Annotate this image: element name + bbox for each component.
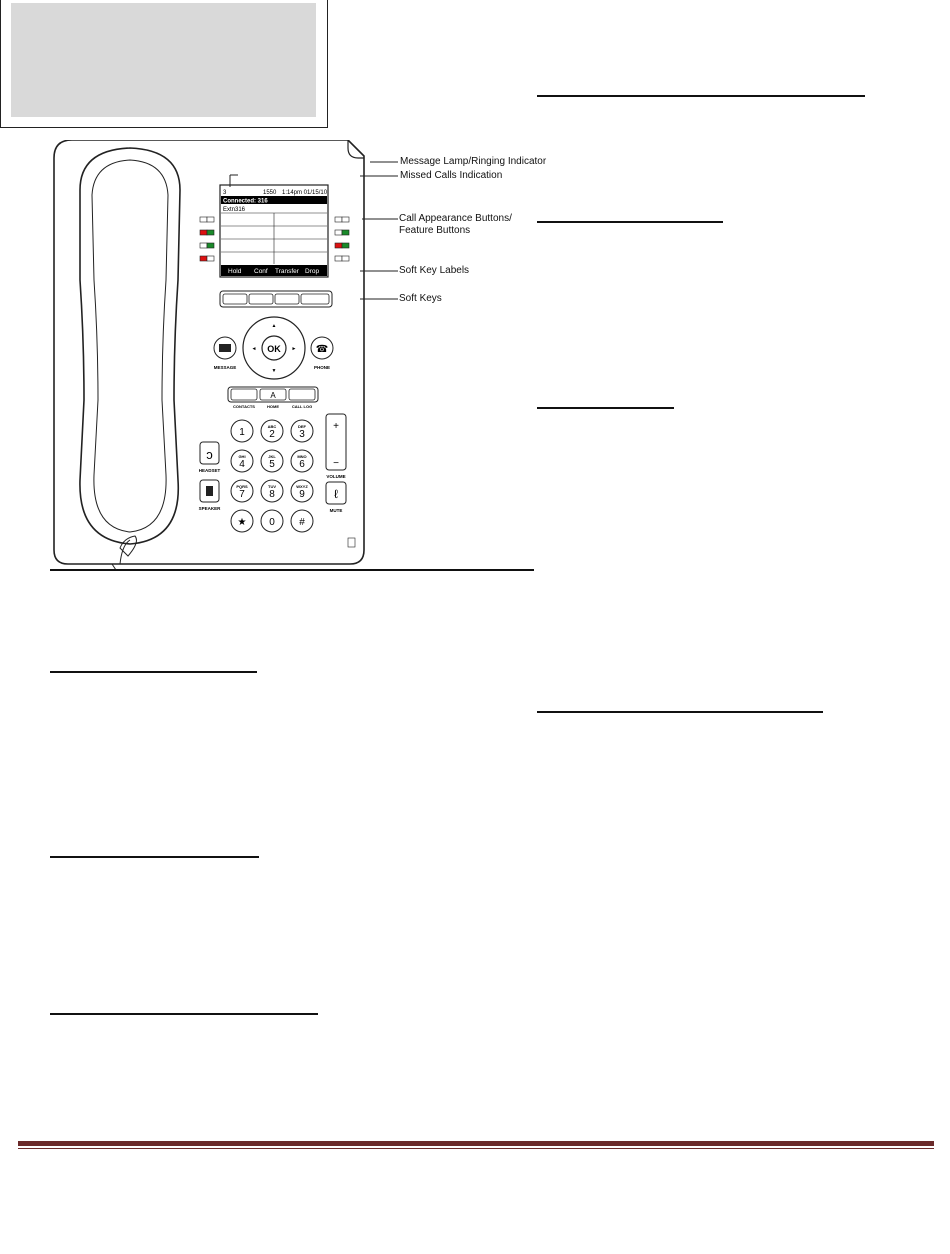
- dial-key-letters: JKL: [268, 454, 276, 459]
- dial-key-10[interactable]: [261, 510, 283, 532]
- dial-key-3[interactable]: [231, 450, 253, 472]
- right-heading-rule-3: [537, 407, 674, 409]
- svg-text:−: −: [333, 458, 339, 469]
- svg-text:VOLUME: VOLUME: [326, 474, 346, 479]
- contacts-home-calllog-buttons[interactable]: [228, 387, 318, 409]
- dial-key-11[interactable]: [291, 510, 313, 532]
- footer-rule-thin: [18, 1148, 934, 1149]
- right-heading-rule-4: [537, 711, 823, 713]
- callout-missed-calls: Missed Calls Indication: [400, 170, 503, 181]
- soft-keys[interactable]: [220, 291, 332, 307]
- phone-icon: ☎: [315, 344, 329, 355]
- dial-key-letters: ABC: [267, 424, 277, 429]
- headset-button[interactable]: [199, 442, 221, 473]
- missed-calls-pointer: [228, 173, 238, 189]
- volume-button[interactable]: [326, 414, 346, 479]
- dial-key-digit: 0: [269, 517, 275, 528]
- dial-key-letters: TUV: [268, 484, 276, 489]
- right-heading-rule-2: [537, 221, 723, 223]
- dial-key-digit: 4: [239, 459, 245, 470]
- ok-button[interactable]: OK: [267, 344, 281, 354]
- message-button[interactable]: [214, 337, 237, 370]
- dial-key-0[interactable]: [231, 420, 253, 442]
- svg-text:HEADSET: HEADSET: [198, 468, 221, 473]
- svg-text:CONTACTS: CONTACTS: [233, 404, 255, 409]
- dial-key-8[interactable]: [291, 480, 313, 502]
- status-ext: 1550: [263, 190, 277, 196]
- status-left: 3: [223, 190, 227, 196]
- softkey-label-hold: Hold: [228, 268, 242, 275]
- svg-text:►: ►: [291, 346, 297, 352]
- dial-key-7[interactable]: [261, 480, 283, 502]
- dial-key-digit: 3: [299, 429, 305, 440]
- svg-text:◄: ◄: [251, 346, 257, 352]
- dial-key-letters: WXYZ: [296, 484, 308, 489]
- dial-key-1[interactable]: [261, 420, 283, 442]
- dial-key-2[interactable]: [291, 420, 313, 442]
- svg-text:A: A: [270, 391, 276, 400]
- status-time: 1:14pm 01/15/10: [282, 190, 328, 196]
- svg-text:ℓ: ℓ: [334, 487, 338, 501]
- callout-message-lamp: Message Lamp/Ringing Indicator: [400, 156, 547, 167]
- dial-key-digit: 9: [299, 489, 305, 500]
- connected-line: Connected: 316: [223, 198, 268, 205]
- dial-key-letters: MNO: [297, 454, 307, 459]
- dial-key-4[interactable]: [261, 450, 283, 472]
- phone-button[interactable]: [311, 337, 333, 370]
- callout-call-appearance-1: Call Appearance Buttons/: [399, 213, 512, 224]
- header-image-placeholder: [11, 3, 316, 117]
- svg-text:MUTE: MUTE: [329, 508, 343, 513]
- left-heading-rule-3: [50, 1013, 318, 1015]
- left-heading-rule-1: [50, 671, 257, 673]
- svg-text:HOME: HOME: [267, 404, 279, 409]
- navigation-cluster[interactable]: [243, 317, 305, 379]
- dial-key-digit: ★: [237, 517, 247, 528]
- svg-text:MESSAGE: MESSAGE: [213, 365, 237, 370]
- dial-key-letters: DEF: [298, 424, 306, 429]
- dial-key-digit: 8: [269, 489, 275, 500]
- dial-key-digit: 5: [269, 459, 275, 470]
- dial-key-6[interactable]: [231, 480, 253, 502]
- dial-key-digit: #: [299, 517, 305, 528]
- softkey-label-drop: Drop: [305, 268, 320, 275]
- dial-key-9[interactable]: [231, 510, 253, 532]
- svg-text:PHONE: PHONE: [313, 365, 331, 370]
- speaker-button[interactable]: [199, 480, 222, 511]
- dial-key-digit: 6: [299, 459, 305, 470]
- header-image-box: [0, 0, 328, 128]
- svg-text:▼: ▼: [271, 368, 277, 374]
- dial-key-letters: GHI: [238, 454, 246, 459]
- callout-soft-key-labels: Soft Key Labels: [399, 265, 470, 276]
- softkey-label-conf: Conf: [254, 268, 268, 275]
- svg-text:+: +: [333, 421, 339, 432]
- dial-key-letters: PQRS: [236, 484, 248, 489]
- dial-key-digit: 7: [239, 489, 245, 500]
- left-heading-rule-2: [50, 856, 259, 858]
- footer-rule: [18, 1141, 934, 1146]
- diagram-bottom-rule: [50, 569, 534, 571]
- phone-diagram: [50, 140, 530, 570]
- svg-text:▲: ▲: [271, 323, 277, 329]
- dial-key-digit: 2: [269, 429, 275, 440]
- ext-line: Extn316: [223, 207, 246, 213]
- callout-soft-keys: Soft Keys: [399, 293, 442, 304]
- svg-text:ͻ: ͻ: [206, 447, 213, 462]
- dial-key-5[interactable]: [291, 450, 313, 472]
- right-heading-rule-1: [537, 95, 865, 97]
- svg-text:SPEAKER: SPEAKER: [198, 506, 221, 511]
- callout-call-appearance-2: Feature Buttons: [399, 225, 471, 236]
- dial-key-digit: 1: [239, 427, 245, 438]
- svg-text:CALL LOG: CALL LOG: [291, 404, 313, 409]
- softkey-label-transfer: Transfer: [275, 268, 299, 275]
